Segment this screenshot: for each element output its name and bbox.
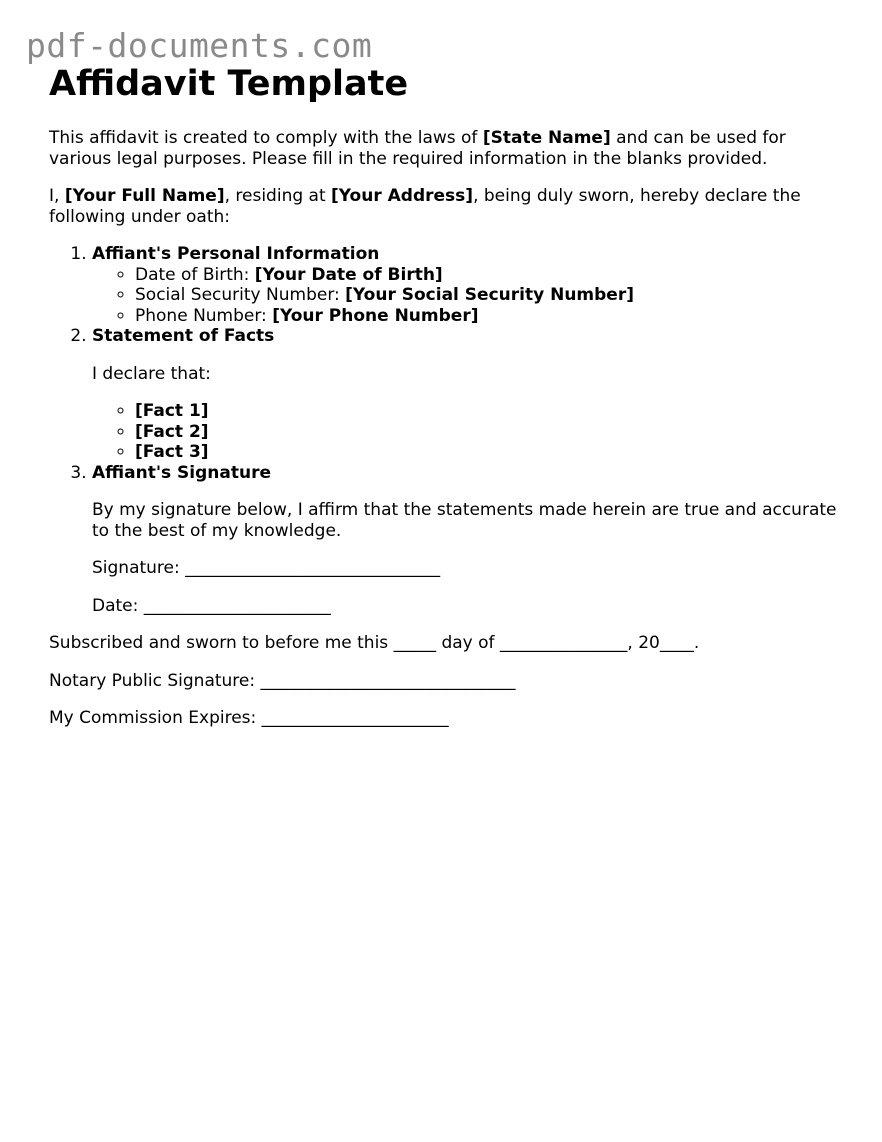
- intro-paragraph: [49, 128, 839, 169]
- section-heading: Statement of Facts: [92, 326, 275, 346]
- fact-placeholder: [Fact 3]: [135, 442, 209, 462]
- signature-line: Signature: ______________________________: [92, 558, 441, 578]
- section-heading: Affiant's Signature: [92, 462, 272, 483]
- notary-signature-line: Notary Public Signature: ______________________________: [49, 670, 516, 691]
- item-label: Date of Birth:: [135, 264, 255, 285]
- sections-list: [49, 244, 839, 616]
- sworn-statement: Subscribed and sworn to before me this _____ day of _______________, 20____.: [49, 633, 700, 653]
- section-statement-of-facts: [92, 326, 839, 463]
- page-title: Affidavit Template: [49, 64, 409, 104]
- list-item: [135, 265, 839, 286]
- intro-text-start: This affidavit is created to comply with the laws of: [49, 128, 483, 148]
- date-line: Date: ______________________: [92, 595, 331, 616]
- personal-info-list: [92, 265, 839, 327]
- declaration-middle: , residing at: [224, 186, 332, 206]
- state-name-placeholder: [State Name]: [482, 128, 611, 148]
- full-name-placeholder: [Your Full Name]: [64, 186, 225, 206]
- section-heading: Affiant's Personal Information: [92, 244, 380, 264]
- list-item: [135, 401, 839, 422]
- item-label: Social Security Number:: [135, 285, 346, 305]
- watermark-text: pdf-documents.com: [26, 26, 373, 65]
- address-placeholder: [Your Address]: [331, 186, 474, 206]
- list-item: [135, 442, 839, 463]
- section-affiant-signature: [92, 463, 839, 617]
- fact-placeholder: [Fact 2]: [135, 421, 209, 442]
- section-personal-info: [92, 244, 839, 326]
- item-label: Phone Number:: [135, 305, 273, 326]
- fact-placeholder: [Fact 1]: [135, 401, 209, 421]
- list-item: [135, 422, 839, 443]
- list-item: [135, 306, 839, 327]
- item-placeholder: [Your Social Security Number]: [345, 285, 634, 305]
- document-page: [49, 64, 839, 729]
- facts-intro: I declare that:: [92, 363, 211, 384]
- declaration-prefix: I,: [49, 186, 65, 206]
- item-placeholder: [Your Phone Number]: [272, 305, 479, 326]
- declaration-paragraph: [49, 186, 839, 227]
- list-item: [135, 285, 839, 306]
- signature-affirmation: By my signature below, I affirm that the statements made herein are true and accurate to the best of my knowledge.: [92, 500, 837, 541]
- item-placeholder: [Your Date of Birth]: [254, 264, 443, 285]
- intro-text-end: and can be used for various legal purposes. Please fill in the required information in the blanks provided.: [49, 128, 786, 169]
- declaration-suffix: , being duly sworn, hereby declare the following under oath:: [49, 186, 801, 227]
- commission-expires-line: My Commission Expires: ______________________: [49, 708, 449, 728]
- facts-list: [92, 401, 839, 463]
